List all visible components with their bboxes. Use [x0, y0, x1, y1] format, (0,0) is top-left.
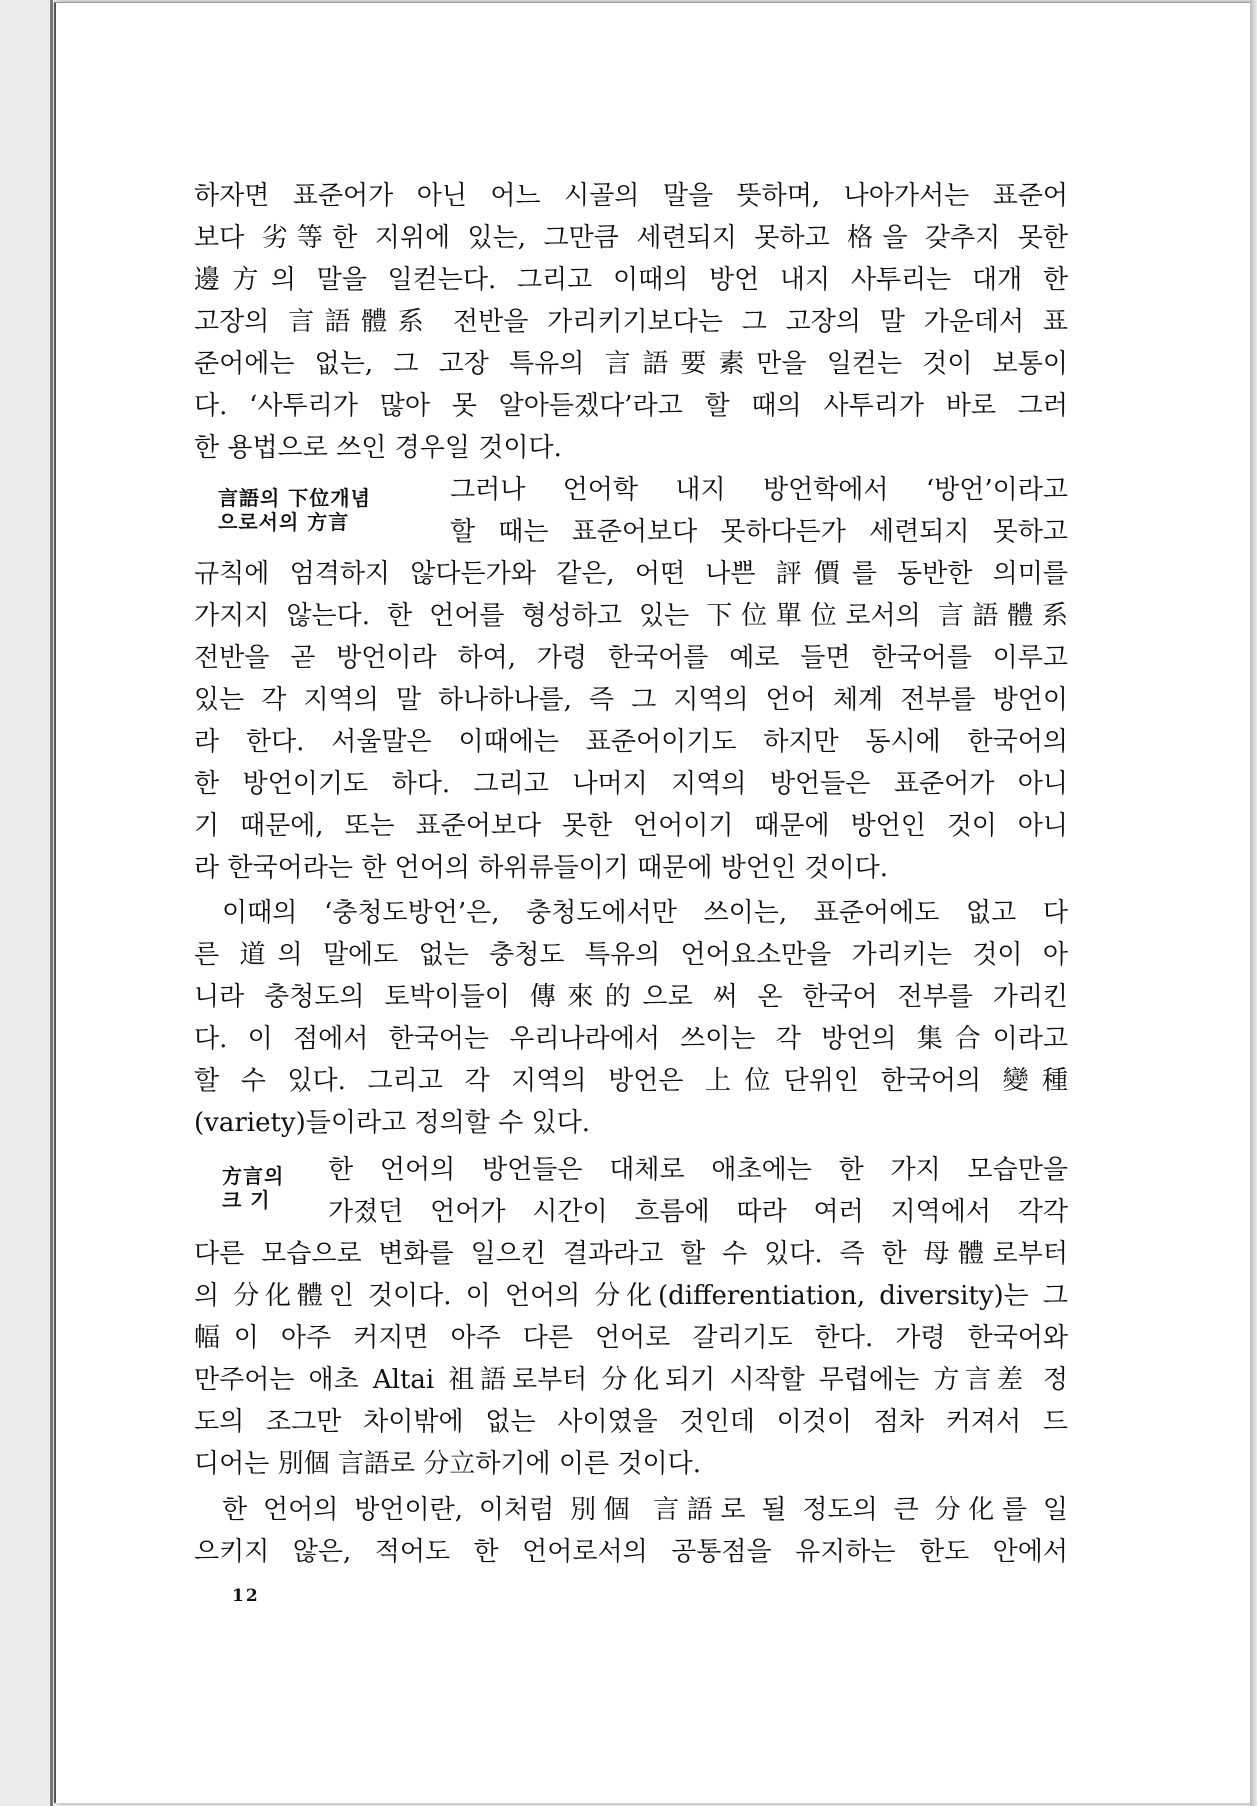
text-line: 한 용법으로 쓰인 경우일 것이다. — [194, 433, 562, 463]
text-line: 준어에는 없는, 그 고장 특유의 言語要素만을 일컫는 것이 보통이 — [194, 349, 1068, 379]
text-line: 한 언어의 방언이란, 이처럼 別個 言語로 될 정도의 큰 分化를 일 — [222, 1495, 1068, 1525]
text-line: 규칙에 엄격하지 않다든가와 같은, 어떤 나쁜 評價를 동반한 의미를 — [194, 559, 1068, 589]
text-line: 다. 이 점에서 한국어는 우리나라에서 쓰이는 각 방언의 集合이라고 — [194, 1024, 1068, 1054]
text-line: 도의 조그만 차이밖에 없는 사이였을 것인데 이것이 점차 커져서 드 — [194, 1407, 1068, 1437]
text-line: 디어는 別個 言語로 分立하기에 이른 것이다. — [194, 1449, 701, 1479]
text-line: 의 分化體인 것이다. 이 언어의 分化(differentiation, diversity)는 그 — [194, 1281, 1068, 1311]
text-line: 할 수 있다. 그리고 각 지역의 방언은 上位단위인 한국어의 變種 — [194, 1066, 1068, 1096]
text-line: 전반을 곧 방언이라 하여, 가령 한국어를 예로 들면 한국어를 이루고 — [194, 643, 1068, 673]
sidenote-heading-line: 으로서의 方言 — [218, 510, 350, 534]
text-line: 이때의 ‘충청도방언’은, 충청도에서만 쓰이는, 표준어에도 없고 다 — [222, 898, 1068, 928]
text-line: 다. ‘사투리가 많아 못 알아듣겠다’라고 할 때의 사투리가 바로 그러 — [194, 391, 1068, 421]
text-line: 으키지 않은, 적어도 한 언어로서의 공통점을 유지하는 한도 안에서 — [194, 1537, 1068, 1567]
text-line: 가지지 않는다. 한 언어를 형성하고 있는 下位單位로서의 言語體系 — [194, 601, 1068, 631]
sidenote-heading-line: 크 기 — [222, 1188, 271, 1212]
text-line: 만주어는 애초 Altai 祖語로부터 分化되기 시작할 무렵에는 方言差 정 — [194, 1365, 1068, 1395]
page-edge-left — [50, 0, 53, 1806]
text-line: 하자면 표준어가 아닌 어느 시골의 말을 뜻하며, 나아가서는 표준어 — [194, 181, 1068, 211]
text-line: 니라 충청도의 토박이들이 傳來的으로 써 온 한국어 전부를 가리킨 — [194, 982, 1068, 1012]
text-line: 邊方의 말을 일컫는다. 그리고 이때의 방언 내지 사투리는 대개 한 — [194, 265, 1068, 295]
text-line: 그러나 언어학 내지 방언학에서 ‘방언’이라고 — [450, 475, 1068, 505]
text-line: 라 한다. 서울말은 이때에는 표준어이기도 하지만 동시에 한국어의 — [194, 727, 1068, 757]
text-line: 다른 모습으로 변화를 일으킨 결과라고 할 수 있다. 즉 한 母體로부터 — [194, 1239, 1068, 1269]
text-line: 라 한국어라는 한 언어의 하위류들이기 때문에 방언인 것이다. — [194, 853, 889, 883]
text-line: 한 언어의 방언들은 대체로 애초에는 한 가지 모습만을 — [328, 1155, 1068, 1185]
text-line: 보다 劣等한 지위에 있는, 그만큼 세련되지 못하고 格을 갖추지 못한 — [194, 223, 1068, 253]
text-line: 른 道의 말에도 없는 충청도 특유의 언어요소만을 가리키는 것이 아 — [194, 940, 1068, 970]
sidenote-heading-line: 言語의 下位개념 — [218, 486, 371, 510]
text-line: 幅이 아주 커지면 아주 다른 언어로 갈리기도 한다. 가령 한국어와 — [194, 1323, 1068, 1353]
text-line: 가졌던 언어가 시간이 흐름에 따라 여러 지역에서 각각 — [328, 1197, 1068, 1227]
text-line: 한 방언이기도 하다. 그리고 나머지 지역의 방언들은 표준어가 아니 — [194, 769, 1068, 799]
page-number: 12 — [232, 1586, 260, 1606]
text-line: 있는 각 지역의 말 하나하나를, 즉 그 지역의 언어 체계 전부를 방언이 — [194, 685, 1068, 715]
text-line: 고장의 言語體系 전반을 가리키기보다는 그 고장의 말 가운데서 표 — [194, 307, 1068, 337]
page-edge-right — [1250, 0, 1257, 1806]
sidenote-heading-line: 方言의 — [222, 1164, 285, 1188]
text-line: 기 때문에, 또는 표준어보다 못한 언어이기 때문에 방언인 것이 아니 — [194, 811, 1068, 841]
text-line: 할 때는 표준어보다 못하다든가 세련되지 못하고 — [450, 517, 1068, 547]
text-line: (variety)들이라고 정의할 수 있다. — [194, 1108, 590, 1138]
